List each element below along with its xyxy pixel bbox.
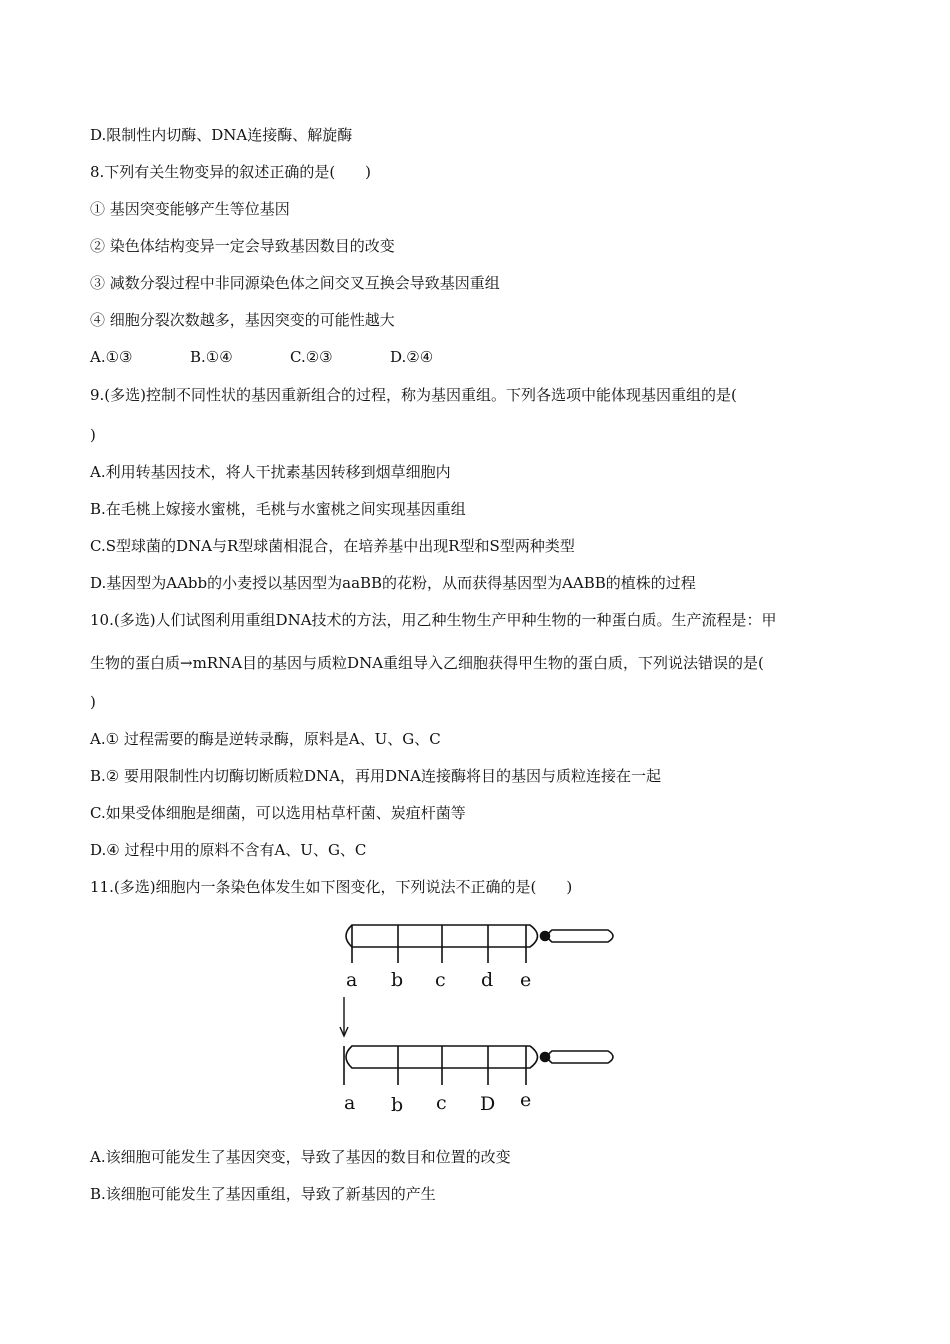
q10-stem-cont: 生物的蛋白质→mRNA目的基因与质粒DNA重组导入乙细胞获得甲生物的蛋白质，下列说法错误的是(: [90, 654, 764, 672]
gene-label-d: d: [481, 969, 494, 991]
q8-stem: 8.下列有关生物变异的叙述正确的是( ): [90, 163, 372, 181]
chromosome-diagram: [330, 915, 630, 1125]
q10-stem-close: ): [90, 693, 96, 711]
q8-option-d: D.②④: [390, 348, 434, 366]
top-gene-labels: [346, 969, 531, 991]
gene-label-b: b: [391, 969, 404, 991]
q8-item-2: ② 染色体结构变异一定会导致基因数目的改变: [90, 237, 395, 255]
q9-option-d: D.基因型为AAbb的小麦授以基因型为aaBB的花粉，从而获得基因型为AABB的植株的过程: [90, 574, 696, 592]
q7-option-d: D.限制性内切酶、DNA连接酶、解旋酶: [90, 126, 353, 144]
gene-label-e: e: [520, 1089, 532, 1111]
q8-item-1: ① 基因突变能够产生等位基因: [90, 200, 290, 218]
q11-stem: 11.(多选)细胞内一条染色体发生如下图变化，下列说法不正确的是( ): [90, 878, 573, 896]
q9-option-c: C.S型球菌的DNA与R型球菌相混合，在培养基中出现R型和S型两种类型: [90, 537, 575, 555]
gene-label-a: a: [346, 969, 358, 991]
q8-option-c: C.②③: [290, 348, 333, 366]
q8-option-b: B.①④: [190, 348, 233, 366]
q10-option-a: A.① 过程需要的酶是逆转录酶，原料是A、U、G、C: [90, 730, 441, 748]
q11-option-b: B.该细胞可能发生了基因重组，导致了新基因的产生: [90, 1185, 436, 1203]
q10-stem: 10.(多选)人们试图利用重组DNA技术的方法，用乙种生物生产甲种生物的一种蛋白质。生产流程是：甲: [90, 611, 777, 629]
q10-option-d: D.④ 过程中用的原料不含有A、U、G、C: [90, 841, 367, 859]
down-arrow-icon: [340, 997, 348, 1036]
gene-label-c: c: [436, 1092, 447, 1114]
gene-label-b: b: [391, 1094, 404, 1116]
bottom-gene-labels: [344, 1089, 531, 1116]
q10-option-c: C.如果受体细胞是细菌，可以选用枯草杆菌、炭疽杆菌等: [90, 804, 466, 822]
gene-label-mutant-d: D: [480, 1093, 496, 1115]
chromosome-before: [346, 925, 613, 963]
q8-options: [90, 347, 433, 367]
gene-label-a: a: [344, 1092, 356, 1114]
q10-option-b: B.② 要用限制性内切酶切断质粒DNA，再用DNA连接酶将目的基因与质粒连接在一起: [90, 767, 661, 785]
gene-label-e: e: [520, 969, 532, 991]
q8-item-3: ③ 减数分裂过程中非同源染色体之间交叉互换会导致基因重组: [90, 274, 500, 292]
q11-option-a: A.该细胞可能发生了基因突变，导致了基因的数目和位置的改变: [90, 1148, 511, 1166]
gene-label-c: c: [435, 969, 446, 991]
chromosome-after: [344, 1046, 613, 1085]
q9-option-a: A.利用转基因技术，将人干扰素基因转移到烟草细胞内: [90, 463, 451, 481]
q8-item-4: ④ 细胞分裂次数越多，基因突变的可能性越大: [90, 311, 395, 329]
q8-option-a: A.①③: [90, 348, 133, 366]
q9-option-b: B.在毛桃上嫁接水蜜桃，毛桃与水蜜桃之间实现基因重组: [90, 500, 466, 518]
q9-stem-cont: ): [90, 426, 96, 444]
q9-stem: 9.(多选)控制不同性状的基因重新组合的过程，称为基因重组。下列各选项中能体现基因重组的是(: [90, 386, 737, 404]
